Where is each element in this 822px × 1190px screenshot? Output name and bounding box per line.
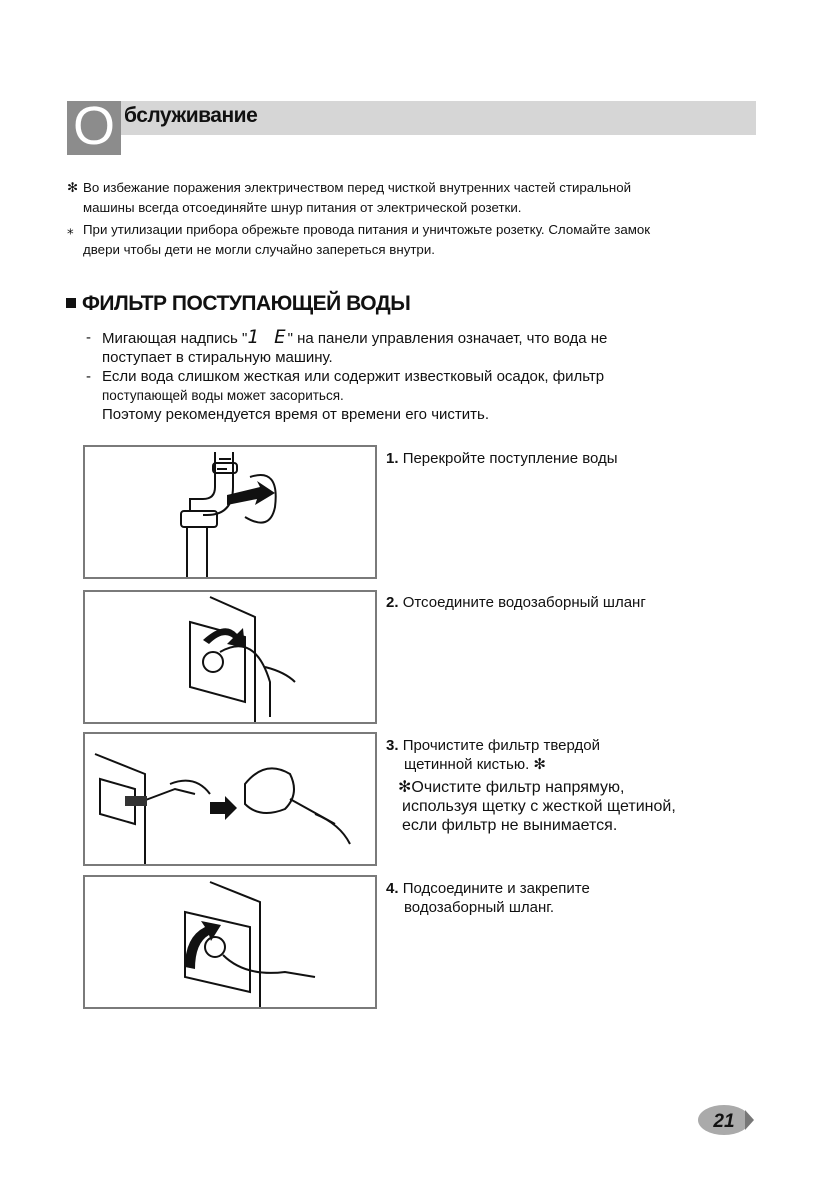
bullet-text: Мигающая надпись "	[102, 330, 248, 347]
page-corner-icon	[745, 1110, 754, 1130]
header-letter: О	[72, 96, 115, 156]
connect-hose-illustration	[85, 877, 375, 1007]
safety-note-2	[67, 220, 650, 260]
page-number: 21	[713, 1111, 735, 1132]
note-star: ⁎	[67, 222, 74, 237]
note-text: ✻Очистите фильтр напрямую,	[398, 779, 625, 796]
note-text: машины всегда отсоединяйте шнур питания от электрической розетки.	[83, 200, 522, 215]
note-text: Во избежание поражения электричеством перед чисткой внутренних частей стиральной	[83, 180, 632, 195]
arrow-icon	[203, 628, 245, 648]
bullet-item	[86, 367, 607, 424]
arrow-icon	[227, 481, 275, 505]
error-code: 1 E	[247, 326, 288, 348]
arrow-icon	[185, 921, 221, 969]
bullet-item	[86, 328, 607, 367]
figure-step-4-connect	[83, 875, 377, 1009]
section-heading	[66, 292, 410, 316]
step-number: 3.	[386, 737, 399, 754]
note-text: двери чтобы дети не могли случайно запереться внутри.	[83, 242, 435, 257]
figure-step-1-tap	[83, 445, 377, 579]
step-text: щетинной кистью. ✻	[404, 756, 547, 773]
note-text: если фильтр не вынимается.	[402, 817, 618, 834]
step-note	[386, 778, 676, 835]
bullet-text: " на панели управления означает, что вода не	[287, 330, 608, 347]
step-2	[386, 593, 646, 612]
clean-filter-illustration	[85, 734, 375, 864]
step-number: 1.	[386, 450, 399, 467]
step-text: Подсоедините и закрепите	[402, 880, 590, 897]
step-number: 2.	[386, 594, 399, 611]
step-text: Отсоедините водозаборный шланг	[402, 594, 646, 611]
step-number: 4.	[386, 880, 399, 897]
figure-step-2-hose	[83, 590, 377, 724]
header-title: бслуживание	[124, 104, 258, 127]
bullet-text: Если вода слишком жесткая или содержит известковый осадок, фильтр	[102, 368, 605, 385]
bullet-text: поступающей воды может засориться.	[102, 388, 344, 403]
note-text: При утилизации прибора обрежьте провода питания и уничтожьте розетку. Сломайте замок	[83, 222, 651, 237]
section-title: ФИЛЬТР ПОСТУПАЮЩЕЙ ВОДЫ	[82, 292, 411, 315]
step-text: Перекройте поступление воды	[402, 450, 618, 467]
dash-icon: -	[86, 329, 91, 346]
section-bullets	[86, 328, 607, 424]
bullet-text: Поэтому рекомендуется время от времени его чистить.	[102, 406, 489, 423]
figure-step-3-clean	[83, 732, 377, 866]
step-1	[386, 449, 618, 468]
dash-icon: -	[86, 368, 91, 385]
step-4	[386, 879, 590, 917]
water-tap-illustration	[85, 447, 375, 577]
arrow-right-icon	[210, 796, 237, 820]
step-3	[386, 736, 676, 835]
square-bullet-icon	[66, 298, 76, 308]
disconnect-hose-illustration	[85, 592, 375, 722]
step-text: водозаборный шланг.	[404, 899, 555, 916]
bullet-text: поступает в стиральную машину.	[102, 349, 333, 366]
note-text: используя щетку с жесткой щетиной,	[402, 798, 676, 815]
step-text: Прочистите фильтр твердой	[402, 737, 600, 754]
safety-note-1	[67, 178, 631, 218]
page-number-badge	[697, 1102, 755, 1138]
note-star: ✻	[67, 180, 79, 195]
